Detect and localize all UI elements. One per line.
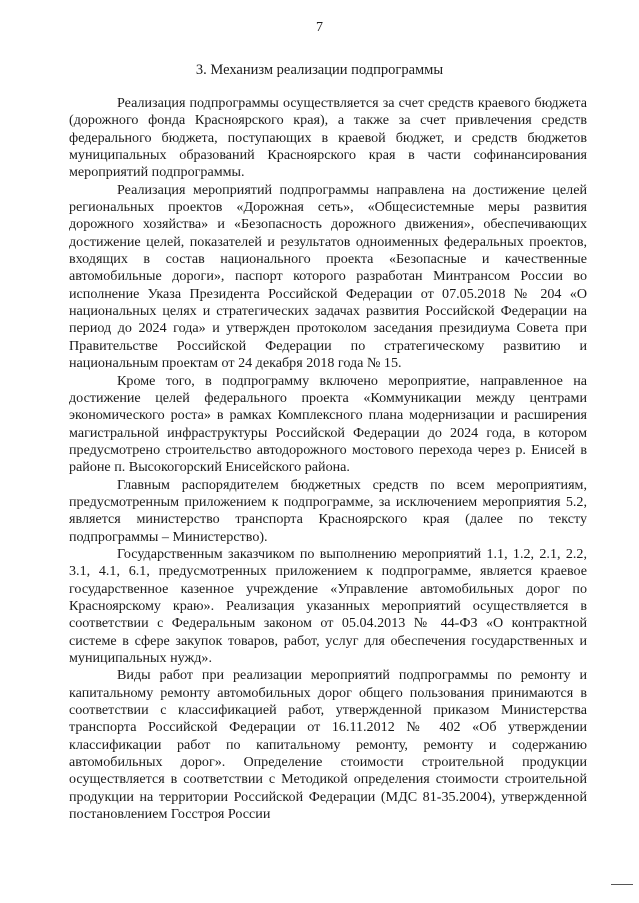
paragraph-regional-projects: Реализация мероприятий подпрограммы направлена на достижение целей региональных проектов «Дорожная сеть», «Общесистемные меры развития дорожного хозяйства» и «Безопасность дорожного движения», обеспечивающих достижение целей, показателей и результатов одноименных федеральных проектов, входящих в состав национального проекта «Безопасные и качественные автомобильные дороги», паспорт которого разработан Минтрансом России во исполнение Указа Президента Российской Федерации от 07.05.2018 № 204 «О национальных целях и стратегических задачах развития Российской Федерации на период до 2024 года» и утвержден протоколом заседания президиума Совета при Правительстве Российской Федерации по стратегическому развитию и национальным проектам от 24 декабря 2018 года № 15. (69, 181, 587, 372)
section-title: 3. Механизм реализации подпрограммы (195, 62, 444, 78)
paragraph-work-types: Виды работ при реализации мероприятий подпрограммы по ремонту и капитальному ремонту автомобильных дорог общего пользования принимаются в соответствии с классификацией работ, утвержденной приказом Министерства транспорта Российской Федерации от 16.11.2012 № 402 «Об утверждении классификации работ по капитальному ремонту, ремонту и содержанию автомобильных дорог». Определение стоимости строительной продукции осуществляется в соответствии с Методикой определения стоимости строительной продукции на территории Российской Федерации (МДС 81-35.2004), утвержденной постановлением Госстроя России (69, 667, 587, 823)
document-body (69, 95, 587, 823)
paragraph-funding-sources: Реализация подпрограммы осуществляется за счет средств краевого бюджета (дорожного фонда Красноярского края), а также за счет привлечения средств федерального бюджета, поступающих в краевой бюджет, и средств бюджетов муниципальных образований Красноярского края в части софинансирования мероприятий подпрограммы. (69, 95, 587, 181)
paragraph-budget-manager: Главным распорядителем бюджетных средств по всем мероприятиям, предусмотренным приложением к подпрограмме, за исключением мероприятия 5.2, является министерство транспорта Красноярского края (далее по тексту подпрограммы – Министерство). (69, 476, 587, 545)
page-number: 7 (316, 20, 323, 35)
paragraph-state-customer: Государственным заказчиком по выполнению мероприятий 1.1, 1.2, 2.1, 2.2, 3.1, 4.1, 6.1, предусмотренных приложением к подпрограмме, является краевое государственное казенное учреждение «Управление автомобильных дорог по Красноярскому краю». Реализация указанных мероприятий осуществляется в соответствии с Федеральным законом от 05.04.2013 № 44-ФЗ «О контрактной системе в сфере закупок товаров, работ, услуг для обеспечения государственных и муниципальных нужд». (69, 545, 587, 666)
paragraph-federal-project: Кроме того, в подпрограмму включено мероприятие, направленное на достижение целей федерального проекта «Коммуникации между центрами экономического роста» в рамках Комплексного плана модернизации и расширения магистральной инфраструктуры Российской Федерации до 2024 года, в котором предусмотрено строительство автодорожного мостового перехода через р. Енисей в районе п. Высокогорский Енисейского района. (69, 372, 587, 476)
scan-edge-mark (611, 884, 633, 885)
